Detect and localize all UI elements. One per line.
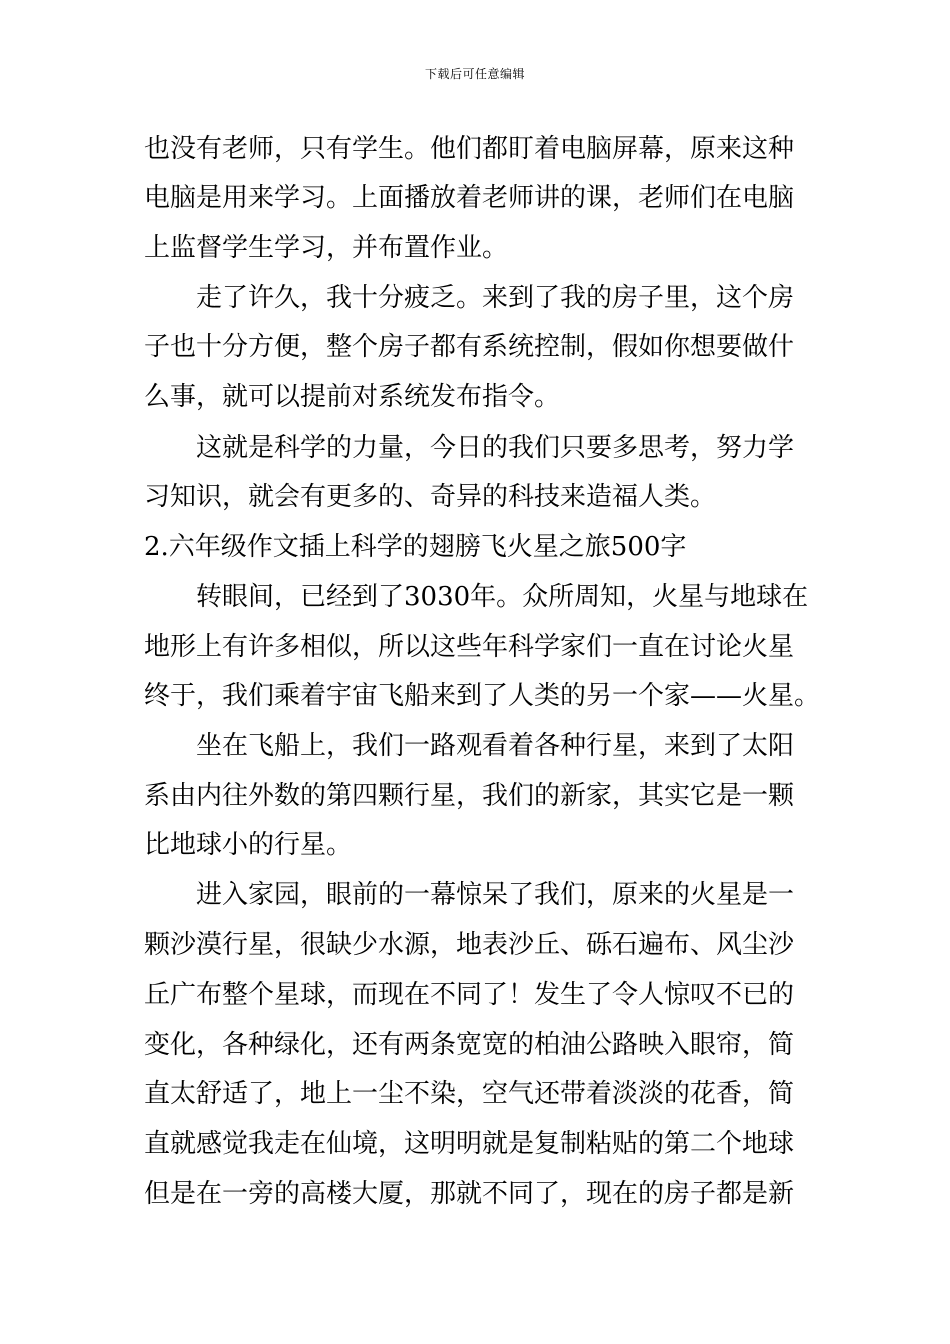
text-line: 习知识，就会有更多的、奇异的科技来造福人类。 xyxy=(144,482,717,512)
paragraph-start-line: 这就是科学的力量，今日的我们只要多思考，努力学 xyxy=(196,433,795,463)
text-line: 么事，就可以提前对系统发布指令。 xyxy=(144,382,561,412)
text-line: 电脑是用来学习。上面播放着老师讲的课，老师们在电脑 xyxy=(144,183,795,213)
text-line: 子也十分方便，整个房子都有系统控制，假如你想要做什 xyxy=(144,332,795,362)
text-line: 上监督学生学习，并布置作业。 xyxy=(144,233,509,263)
text-line: 变化，各种绿化，还有两条宽宽的柏油公路映入眼帘，简 xyxy=(144,1030,795,1060)
page-header: 下载后可任意编辑 xyxy=(424,67,525,81)
text-line: 丘广布整个星球，而现在不同了！发生了令人惊叹不已的 xyxy=(144,980,795,1010)
text-line: 地形上有许多相似，所以这些年科学家们一直在讨论火星 xyxy=(144,632,795,662)
text-line: 也没有老师，只有学生。他们都盯着电脑屏幕，原来这种 xyxy=(144,134,795,164)
paragraph-start-line: 坐在飞船上，我们一路观看着各种行星，来到了太阳 xyxy=(196,731,795,761)
text-line: 颗沙漠行星，很缺少水源，地表沙丘、砾石遍布、风尘沙 xyxy=(144,930,795,960)
text-line: 但是在一旁的高楼大厦，那就不同了，现在的房子都是新 xyxy=(144,1179,795,1209)
paragraph-start-line: 走了许久，我十分疲乏。来到了我的房子里，这个房 xyxy=(196,283,795,313)
paragraph-start-line: 转眼间，已经到了3030年。众所周知，火星与地球在 xyxy=(196,582,809,612)
section-heading: 2.六年级作文插上科学的翅膀飞火星之旅500字 xyxy=(144,532,687,562)
paragraph-start-line: 进入家园，眼前的一幕惊呆了我们，原来的火星是一 xyxy=(196,880,795,910)
text-line: 比地球小的行星。 xyxy=(144,830,353,860)
text-line: 直太舒适了，地上一尘不染，空气还带着淡淡的花香，简 xyxy=(144,1079,795,1109)
text-line: 系由内往外数的第四颗行星，我们的新家，其实它是一颗 xyxy=(144,781,795,811)
text-line: 直就感觉我走在仙境，这明明就是复制粘贴的第二个地球 xyxy=(144,1129,795,1159)
text-line: 终于，我们乘着宇宙飞船来到了人类的另一个家——火星。 xyxy=(144,681,821,711)
